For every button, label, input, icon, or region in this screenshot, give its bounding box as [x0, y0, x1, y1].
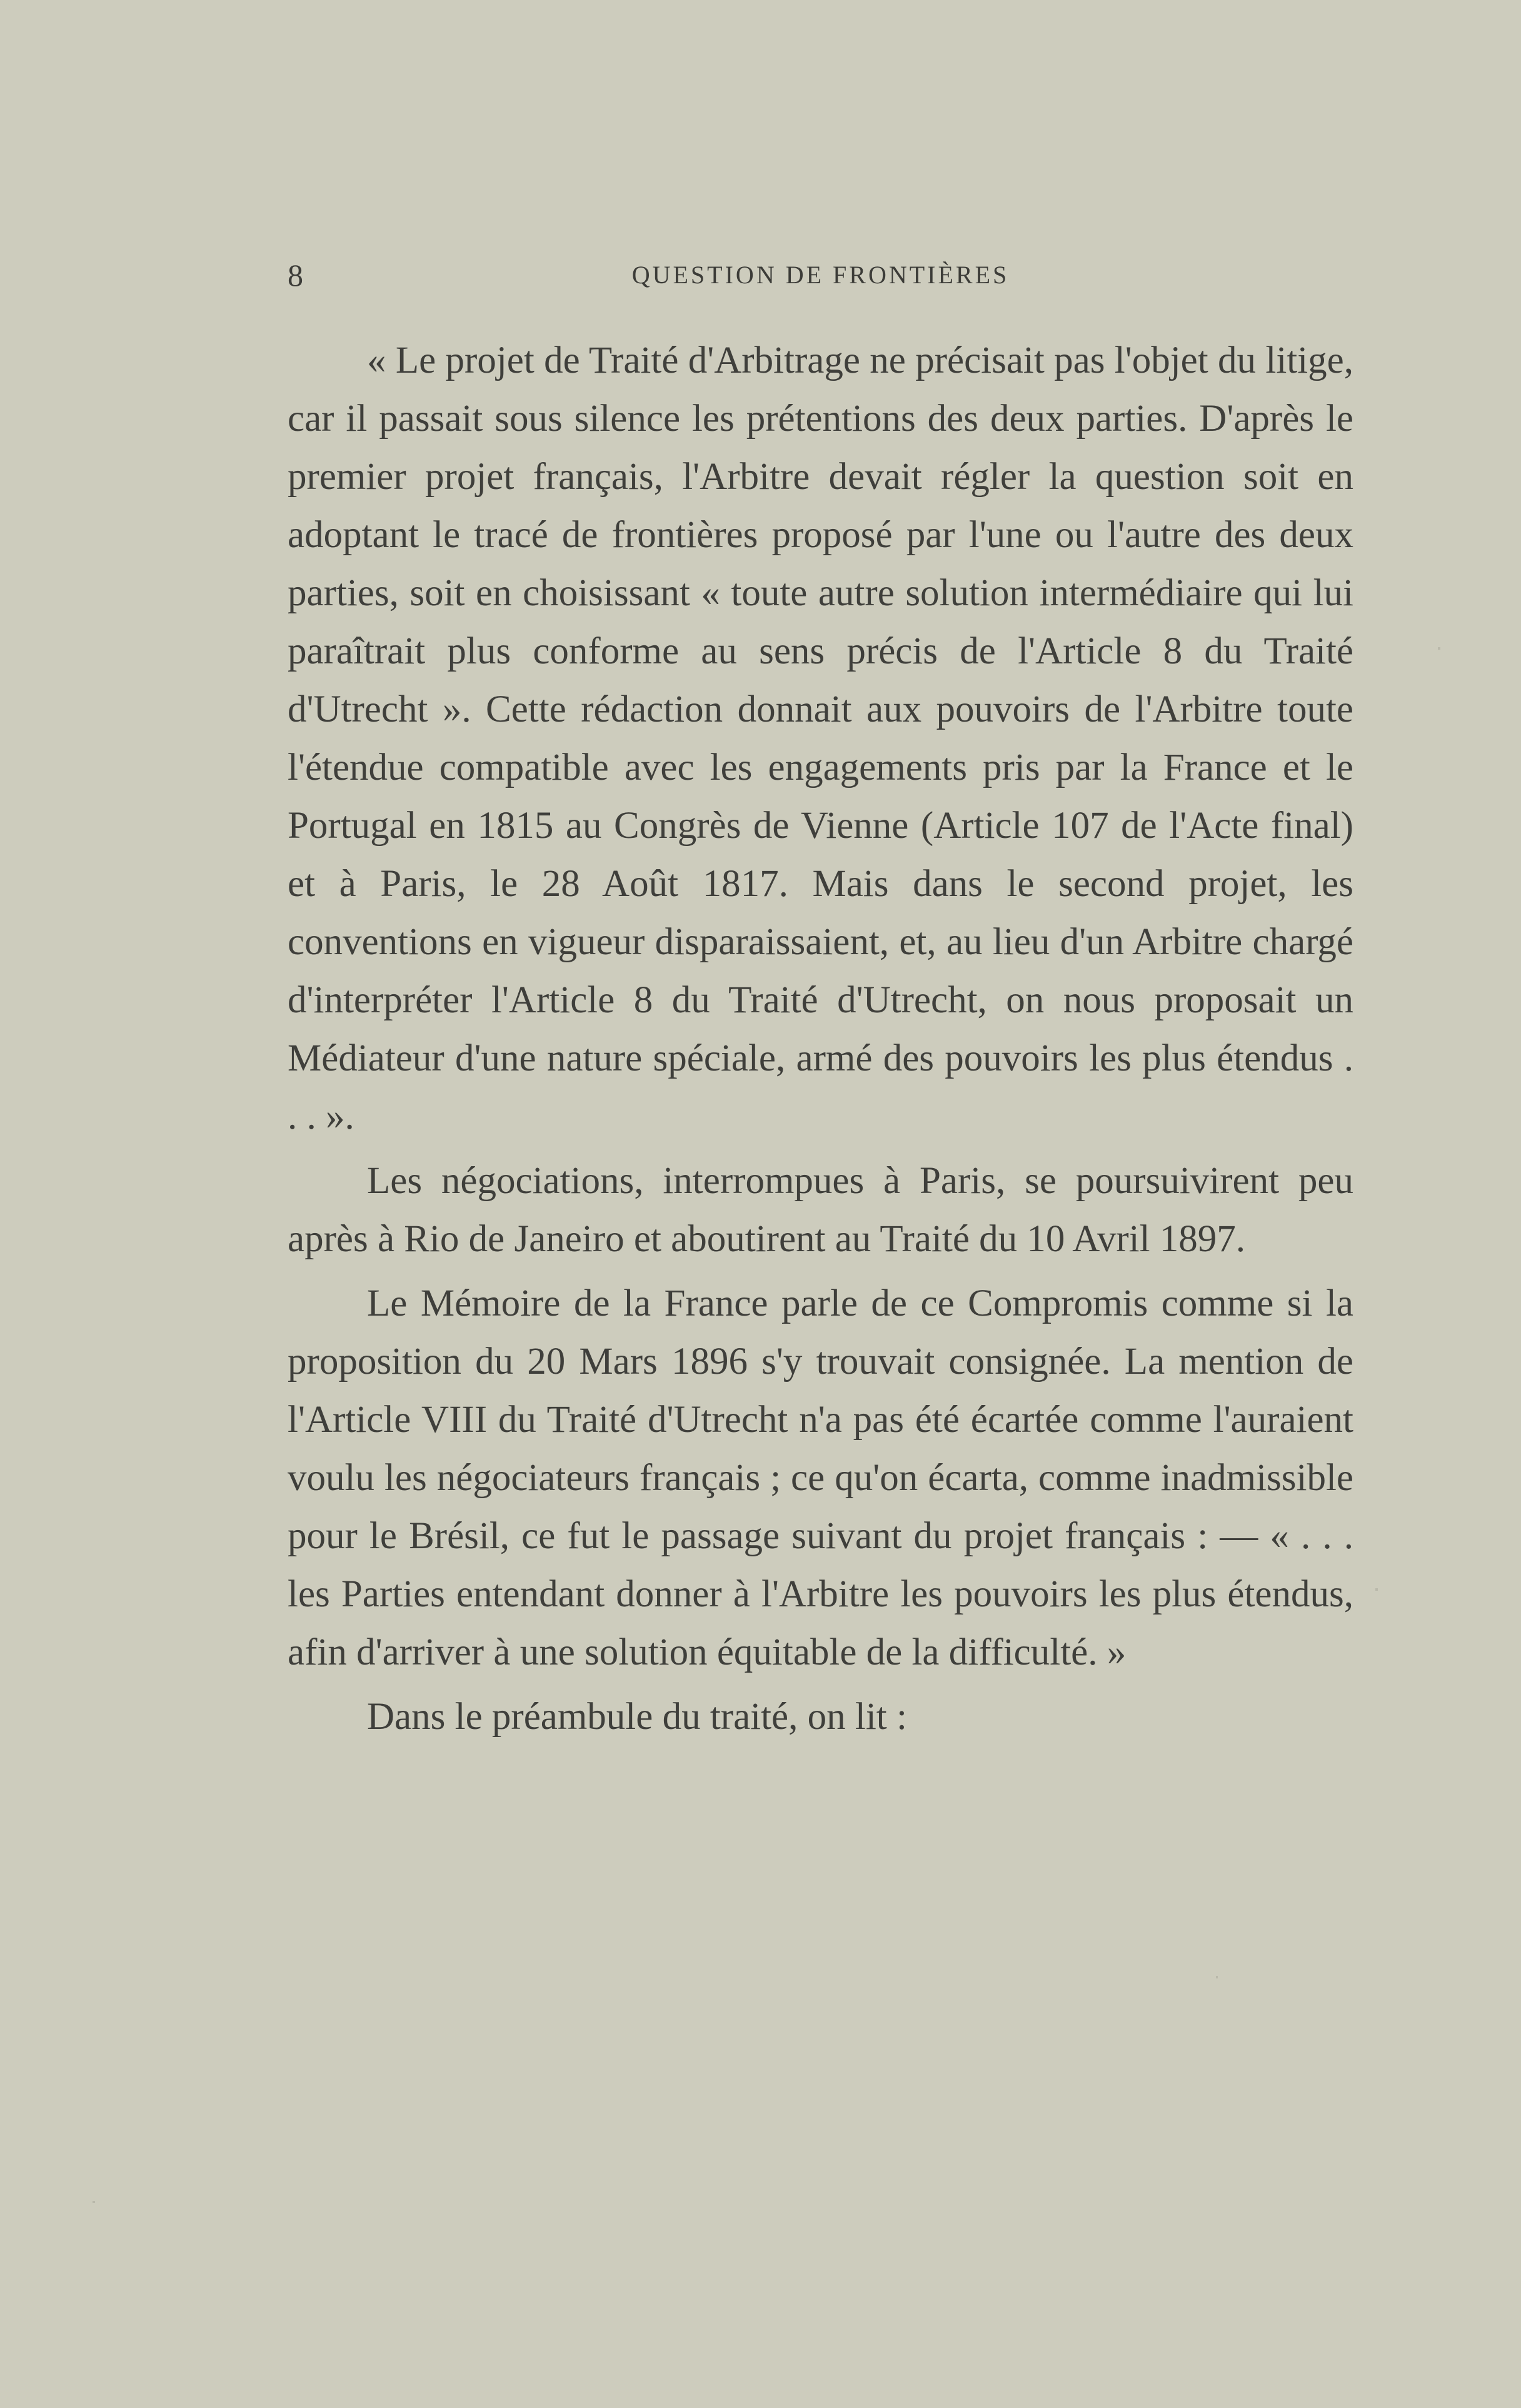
margin-speck [93, 2201, 95, 2203]
paragraph-negotiations: Les négociations, interrompues à Paris, se poursuivirent peu après à Rio de Janeiro et aboutirent au Traité du 10 Avril 1897. [288, 1160, 1353, 1260]
page-number: 8 [288, 258, 303, 293]
body-text [288, 331, 1353, 1746]
paragraph-memoire: Le Mémoire de la France parle de ce Compromis comme si la proposition du 20 Mars 1896 s'y trouvait consignée. La mention de l'Article VIII du Traité d'Utrecht n'a pas été écartée comme l'auraient voulu les négociateurs français ; ce qu'on écarta, comme inadmissible pour le Brésil, ce fut le passage suivant du projet français : — « . . . les Parties entendant donner à l'Arbitre les pouvoirs les plus étendus, afin d'arriver à une solution équitable de la difficulté. » [288, 1282, 1353, 1673]
paragraph-preamble: Dans le préambule du traité, on lit : [367, 1696, 907, 1738]
margin-speck [1438, 647, 1440, 650]
margin-speck [1216, 1976, 1218, 1978]
paragraph-quotation: « Le projet de Traité d'Arbitrage ne précisait pas l'objet du litige, car il passait sous silence les prétentions des deux parties. D'après le premier projet français, l'Arbitre devait régler la question soit en adoptant le tracé de frontières proposé par l'une ou l'autre des deux parties, soit en choisissant « toute autre solution intermédiaire qui lui paraîtrait plus conforme au sens précis de l'Article 8 du Traité d'Utrecht ». Cette rédaction donnait aux pouvoirs de l'Arbitre toute l'étendue compatible avec les engagements pris par la France et le Portugal en 1815 au Congrès de Vienne (Article 107 de l'Acte final) et à Paris, le 28 Août 1817. Mais dans le second projet, les conventions en vigueur disparaissaient, et, au lieu d'un Arbitre chargé d'interpréter l'Article 8 du Traité d'Utrecht, on nous proposait un Médiateur d'une nature spéciale, armé des pouvoirs les plus étendus . . . ». [288, 340, 1353, 1137]
margin-speck [1375, 1588, 1378, 1591]
running-title: QUESTION DE FRONTIÈRES [631, 261, 1010, 289]
running-head [288, 253, 1353, 297]
